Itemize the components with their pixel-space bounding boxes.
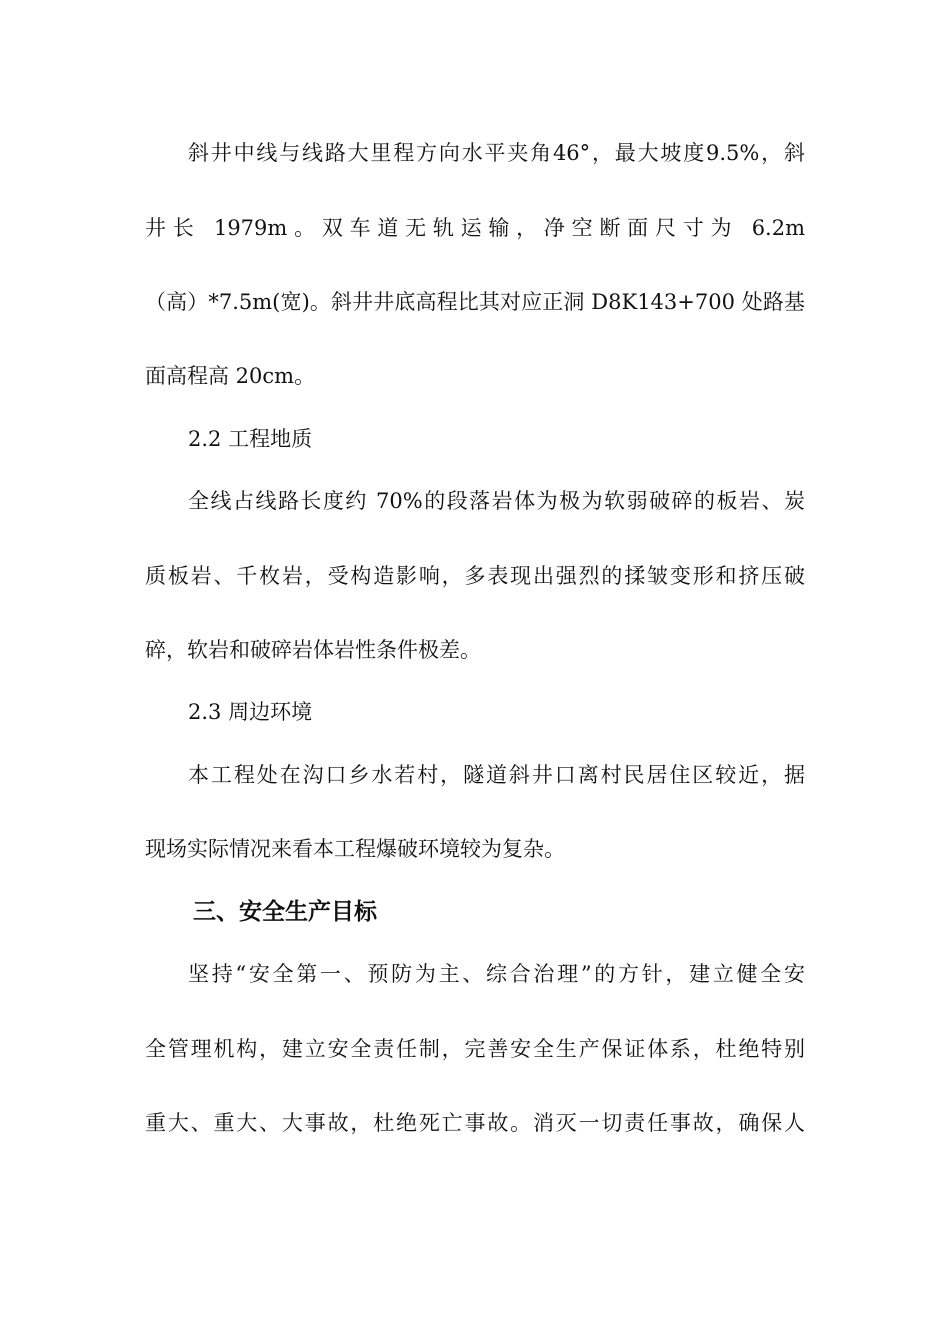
paragraph-line: 全线占线路长度约 70%的段落岩体为极为软弱破碎的板岩、炭: [188, 489, 805, 513]
paragraph-line: 全管理机构，建立安全责任制，完善安全生产保证体系，杜绝特别: [145, 1037, 805, 1061]
paragraph-line: 质板岩、千枚岩，受构造影响，多表现出强烈的揉皱变形和挤压破: [145, 564, 805, 588]
paragraph-line: 井长 1979m。双车道无轨运输，净空断面尺寸为 6.2m: [145, 216, 805, 240]
paragraph-line: （高）*7.5m(宽)。斜井井底高程比其对应正洞 D8K143+700 处路基: [145, 290, 805, 314]
paragraph-line: 重大、重大、大事故，杜绝死亡事故。消灭一切责任事故，确保人: [145, 1111, 805, 1135]
subsection-title-geology: 2.2 工程地质: [188, 427, 313, 451]
paragraph-line: 斜井中线与线路大里程方向水平夹角46°，最大坡度9.5%，斜: [188, 141, 805, 165]
paragraph-line: 坚持“安全第一、预防为主、综合治理”的方针，建立健全安: [188, 962, 805, 986]
paragraph-line: 现场实际情况来看本工程爆破环境较为复杂。: [145, 837, 565, 861]
section-heading: 三、安全生产目标: [193, 899, 377, 925]
paragraph-line: 本工程处在沟口乡水若村，隧道斜井口离村民居住区较近，据: [188, 763, 805, 787]
paragraph-line: 面高程高 20cm。: [145, 364, 316, 388]
subsection-title-environment: 2.3 周边环境: [188, 700, 313, 724]
paragraph-line: 碎，软岩和破碎岩体岩性条件极差。: [145, 638, 481, 662]
